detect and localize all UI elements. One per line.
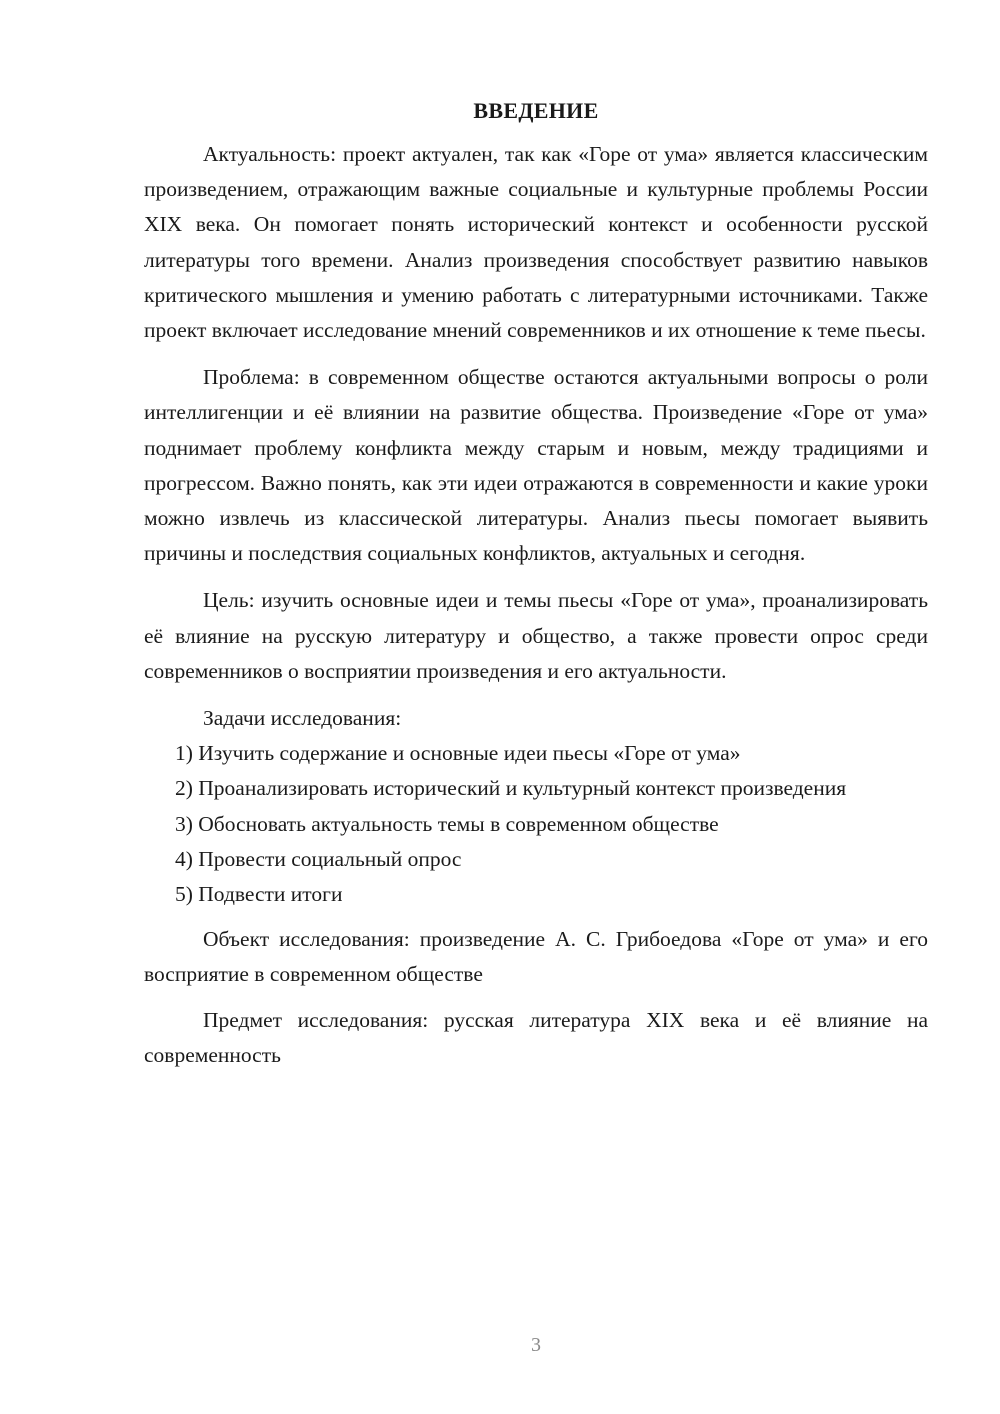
document-page <box>144 95 928 1073</box>
paragraph-goal: Цель: изучить основные идеи и темы пьесы «Горе от ума», проанализировать её влияние на русскую литературу и общество, а также провести опрос среди современников о восприятии произведения и его актуальности. <box>144 588 928 683</box>
task-item-3: 3) Обосновать актуальность темы в современном обществе <box>175 811 719 836</box>
task-item-4: 4) Провести социальный опрос <box>175 846 462 871</box>
page-number: 3 <box>531 1334 541 1356</box>
paragraph-subject: Предмет исследования: русская литература XIX века и её влияние на современность <box>144 1007 928 1067</box>
task-item-2: 2) Проанализировать исторический и культурный контекст произведения <box>175 776 847 801</box>
paragraph-object: Объект исследования: произведение А. С. Грибоедова «Горе от ума» и его восприятие в современном обществе <box>144 927 928 987</box>
task-item-1: 1) Изучить содержание и основные идеи пьесы «Горе от ума» <box>175 741 741 766</box>
task-item-5: 5) Подвести итоги <box>175 882 343 907</box>
tasks-heading: Задачи исследования: <box>203 706 402 731</box>
paragraph-relevance: Актуальность: проект актуален, так как «Горе от ума» является классическим произведением, отражающим важные социальные и культурные проблемы России XIX века. Он помогает понять исторический контекст и особенности русской литературы того времени. Анализ произведения способствует развитию навыков критического мышления и умению работать с литературными источниками. Также проект включает исследование мнений современников и их отношение к теме пьесы. <box>144 142 928 343</box>
page-title: ВВЕДЕНИЕ <box>473 98 599 123</box>
paragraph-problem: Проблема: в современном обществе остаются актуальными вопросы о роли интеллигенции и её влиянии на развитие общества. Произведение «Горе от ума» поднимает проблему конфликта между старым и новым, между традициями и прогрессом. Важно понять, как эти идеи отражаются в современности и какие уроки можно извлечь из классической литературы. Анализ пьесы помогает выявить причины и последствия социальных конфликтов, актуальных и сегодня. <box>144 365 928 566</box>
